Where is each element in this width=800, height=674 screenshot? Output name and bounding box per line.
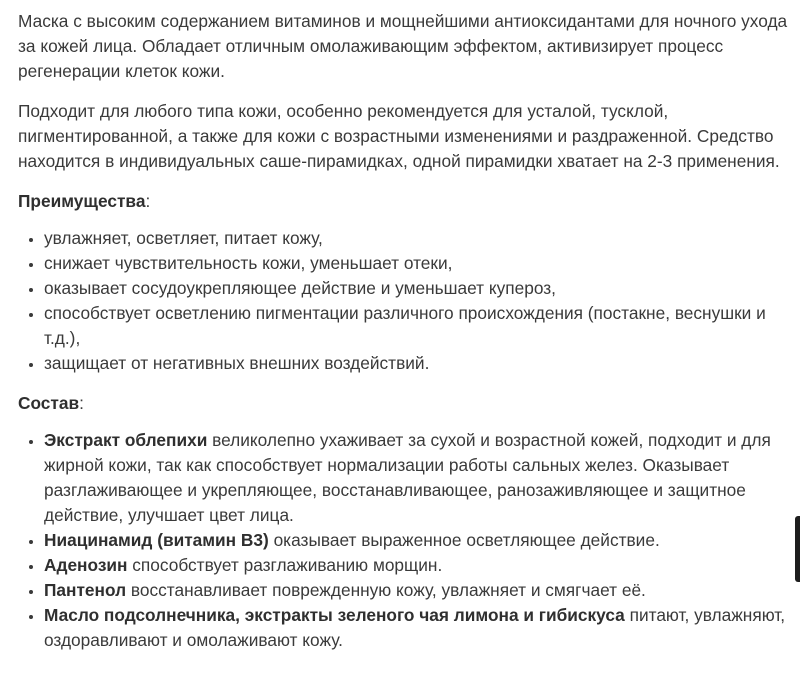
benefits-colon: : [145,191,151,211]
composition-list [18,428,788,653]
composition-heading [18,391,788,416]
ingredient-description: способствует разглаживанию морщин. [127,555,443,575]
list-item [44,578,788,603]
list-item [44,553,788,578]
product-description [18,9,788,668]
ingredient-name: Аденозин [44,555,128,575]
list-item [44,603,788,653]
list-item: • защищает от негативных внешних воздействий. [44,351,788,376]
list-item: • увлажняет, осветляет, питает кожу, [44,226,788,251]
composition-colon: : [79,393,84,413]
composition-title: Состав [18,393,80,413]
list-item [44,528,788,553]
ingredient-description: великолепно ухаживает за сухой и возрастной кожей, подходит и для жирной кожи, так как способствует нормализации работы сальных желез. Оказывает разглаживающее и укрепляющее, восстанавливающее, ранозаживляющее и защитное действие, улучшает цвет лица. [44,430,771,525]
ingredient-description: восстанавливает поврежденную кожу, увлажняет и смягчает её. [126,580,646,600]
list-item: • снижает чувствительность кожи, уменьшает отеки, [44,251,788,276]
benefits-list [18,226,788,376]
ingredient-name: Масло подсолнечника, экстракты зеленого чая лимона и гибискуса [44,605,625,625]
ingredient-name: Пантенол [44,580,127,600]
ingredient-name: Экстракт облепихи [44,430,208,450]
benefits-heading [18,189,788,214]
ingredient-description: оказывает выраженное осветляющее действие. [268,530,660,550]
list-item: • оказывает сосудоукрепляющее действие и уменьшает купероз, [44,276,788,301]
skin-type-paragraph: Подходит для любого типа кожи, особенно рекомендуется для усталой, тусклой, пигментированной, а также для кожи с возрастными изменениями и раздраженной. Средство находится в индивидуальных саше-пирамидках, одной пирамидки хватает на 2-3 применения. [18,101,780,171]
ingredient-description: питают, увлажняют, оздоравливают и омолаживают кожу. [44,605,786,650]
list-item: • способствует осветлению пигментации различного происхождения (постакне, веснушки и т.д.), [44,301,788,351]
intro-paragraph: Маска с высоким содержанием витаминов и мощнейшими антиоксидантами для ночного ухода за кожей лица. Обладает отличным омолаживающим эффектом, активизирует процесс регенерации клеток кожи. [18,11,788,81]
benefits-title: Преимущества [18,191,146,211]
ingredient-name: Ниацинамид (витамин В3) [44,530,269,550]
list-item [44,428,788,528]
side-scroll-tab[interactable] [795,516,800,582]
